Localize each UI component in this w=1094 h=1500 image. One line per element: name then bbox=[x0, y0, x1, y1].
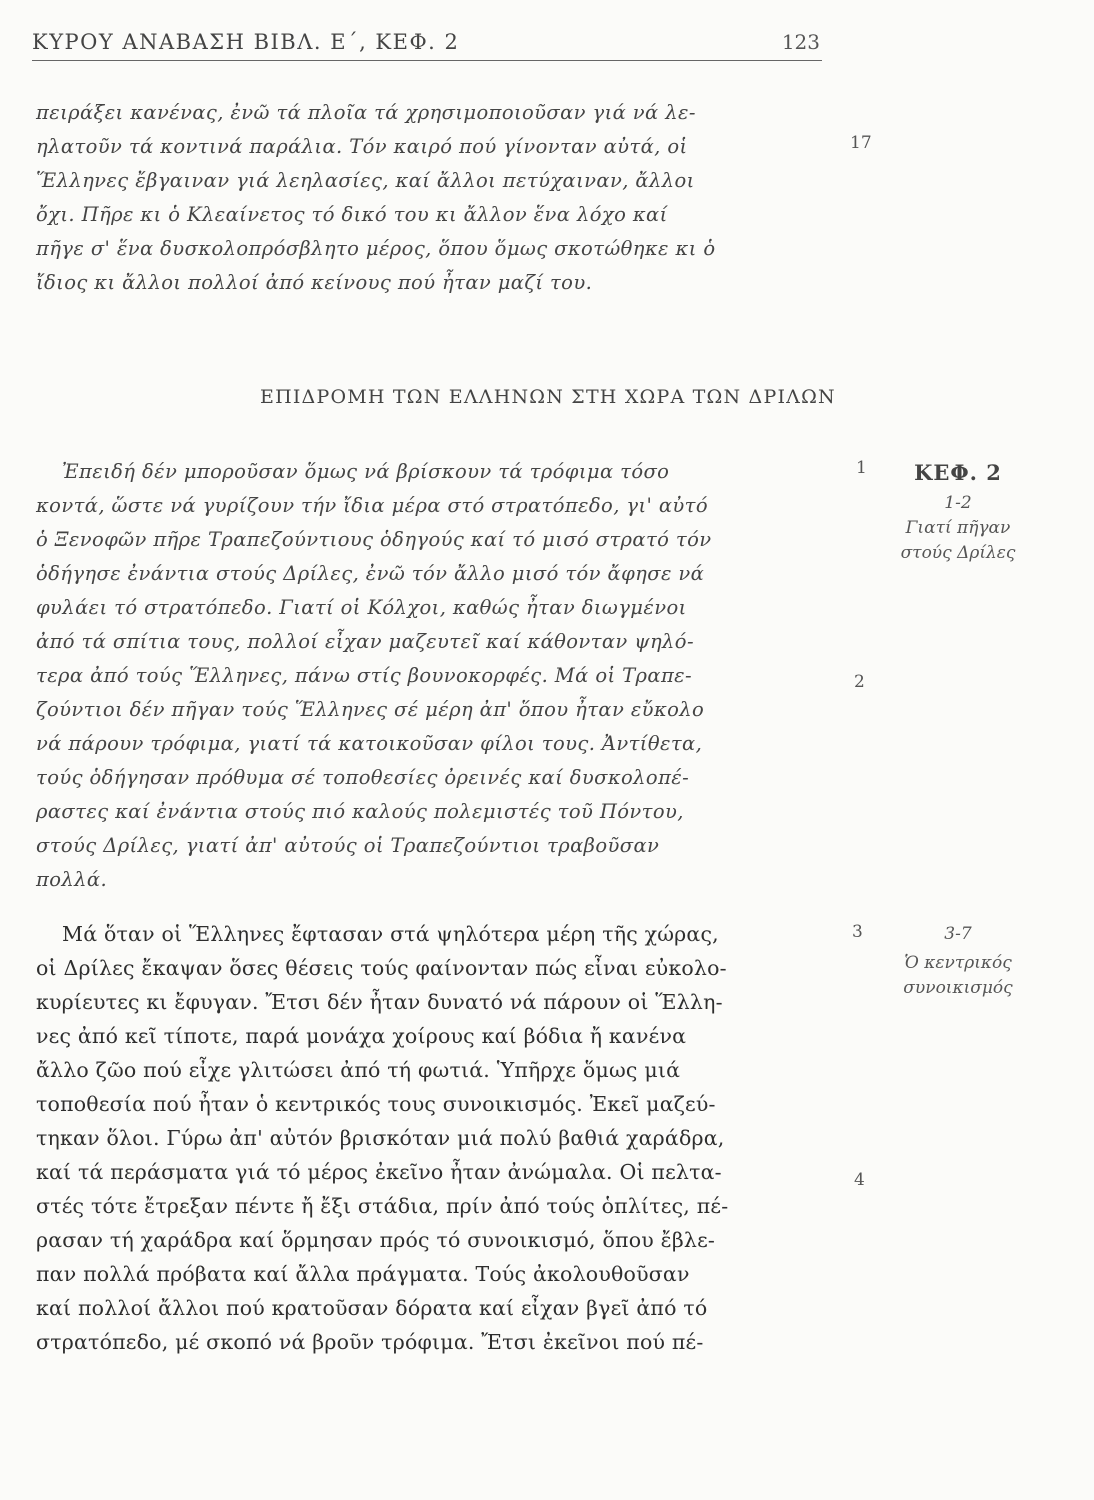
page-number: 123 bbox=[781, 30, 820, 54]
header-title: ΚΥΡΟΥ ΑΝΑΒΑΣΗ ΒΙΒΛ. Ε΄, ΚΕΦ. 2 bbox=[32, 30, 460, 54]
text-line: στρατόπεδο, μέ σκοπό νά βροῦν τρόφιμα. Ἔτσι ἐκεῖνοι πού πέ- bbox=[36, 1330, 704, 1354]
margin-note-section-3 bbox=[858, 922, 1058, 1001]
text-line: ὄχι. Πῆρε κι ὁ Κλεαίνετος τό δικό του κι ἄλλον ἕνα λόχο καί bbox=[36, 203, 668, 226]
section-number: 17 bbox=[850, 133, 872, 153]
text-line: στούς Δρίλες, γιατί ἀπ' αὐτούς οἱ Τραπεζούντιοι τραβοῦσαν bbox=[36, 834, 660, 857]
section-number: 1 bbox=[856, 458, 867, 478]
running-header bbox=[32, 26, 822, 61]
text-line: Ἕλληνες ἔβγαιναν γιά λεηλασίες, καί ἄλλοι πετύχαιναν, ἄλλοι bbox=[36, 169, 695, 192]
text-line: ρασαν τή χαράδρα καί ὅρμησαν πρός τό συνοικισμό, ὅπου ἔβλε- bbox=[36, 1228, 716, 1252]
text-line: κοντά, ὥστε νά γυρίζουν τήν ἴδια μέρα στό στρατόπεδο, γι' αὐτό bbox=[36, 494, 709, 517]
text-line: πειράξει κανένας, ἐνῶ τά πλοῖα τά χρησιμοποιοῦσαν γιά νά λε- bbox=[36, 101, 696, 124]
note-range: 3-7 bbox=[944, 924, 972, 944]
section-number: 4 bbox=[854, 1170, 865, 1190]
note-range: 1-2 bbox=[944, 493, 972, 513]
section-number: 2 bbox=[854, 672, 865, 692]
paragraph-two bbox=[36, 455, 836, 897]
note-text: στούς Δρίλες bbox=[900, 543, 1016, 563]
margin-note-chapter bbox=[858, 460, 1058, 566]
chapter-label: ΚΕΦ. 2 bbox=[914, 460, 1002, 485]
text-line: ραστες καί ἐνάντια στούς πιό καλούς πολεμιστές τοῦ Πόντου, bbox=[36, 800, 684, 823]
text-line: νες ἀπό κεῖ τίποτε, παρά μονάχα χοίρους καί βόδια ἤ κανένα bbox=[36, 1024, 687, 1048]
text-line: Ἐπειδή δέν μποροῦσαν ὅμως νά βρίσκουν τά τρόφιμα τόσο bbox=[62, 460, 670, 483]
text-line: τούς ὁδήγησαν πρόθυμα σέ τοποθεσίες ὀρεινές καί δυσκολοπέ- bbox=[36, 766, 690, 789]
note-text: Γιατί πῆγαν bbox=[905, 518, 1011, 538]
section-heading: ΕΠΙΔΡΟΜΗ ΤΩΝ ΕΛΛΗΝΩΝ ΣΤΗ ΧΩΡΑ ΤΩΝ ΔΡΙΛΩΝ bbox=[260, 386, 836, 408]
text-line: παν πολλά πρόβατα καί ἄλλα πράγματα. Τούς ἀκολουθοῦσαν bbox=[36, 1262, 690, 1286]
text-line: καί τά περάσματα γιά τό μέρος ἐκεῖνο ἦταν ἀνώμαλα. Οἱ πελτα- bbox=[36, 1160, 722, 1184]
text-line: ηλατοῦν τά κοντινά παράλια. Τόν καιρό πού γίνονταν αὐτά, οἱ bbox=[36, 135, 688, 158]
section-number: 3 bbox=[852, 922, 863, 942]
text-line: πῆγε σ' ἕνα δυσκολοπρόσβλητο μέρος, ὅπου ὅμως σκοτώθηκε κι ὁ bbox=[36, 237, 716, 260]
paragraph-three bbox=[36, 917, 836, 1359]
note-text: συνοικισμός bbox=[903, 978, 1013, 998]
text-line: Μά ὅταν οἱ Ἕλληνες ἔφτασαν στά ψηλότερα μέρη τῆς χώρας, bbox=[62, 922, 719, 946]
text-line: πολλά. bbox=[36, 868, 108, 891]
text-line: φυλάει τό στρατόπεδο. Γιατί οἱ Κόλχοι, καθώς ἦταν διωγμένοι bbox=[36, 596, 687, 619]
text-line: στές τότε ἔτρεξαν πέντε ἤ ἔξι στάδια, πρίν ἀπό τούς ὁπλίτες, πέ- bbox=[36, 1194, 729, 1218]
note-text: Ὁ κεντρικός bbox=[904, 953, 1012, 973]
text-line: νά πάρουν τρόφιμα, γιατί τά κατοικοῦσαν φίλοι τους. Ἀντίθετα, bbox=[36, 732, 703, 755]
text-line: τηκαν ὅλοι. Γύρω ἀπ' αὐτόν βρισκόταν μιά πολύ βαθιά χαράδρα, bbox=[36, 1126, 725, 1150]
text-line: ζούντιοι δέν πῆγαν τούς Ἕλληνες σέ μέρη ἀπ' ὅπου ἦταν εὔκολο bbox=[36, 698, 705, 721]
text-line: τοποθεσία πού ἦταν ὁ κεντρικός τους συνοικισμός. Ἐκεῖ μαζεύ- bbox=[36, 1092, 716, 1116]
text-line: τερα ἀπό τούς Ἕλληνες, πάνω στίς βουνοκορφές. Μά οἱ Τραπε- bbox=[36, 664, 693, 687]
text-line: κυρίευτες κι ἔφυγαν. Ἔτσι δέν ἦταν δυνατό νά πάρουν οἱ Ἕλλη- bbox=[36, 990, 723, 1014]
top-paragraph bbox=[36, 96, 836, 300]
text-line: καί πολλοί ἄλλοι πού κρατοῦσαν δόρατα καί εἶχαν βγεῖ ἀπό τό bbox=[36, 1296, 708, 1320]
text-line: οἱ Δρίλες ἔκαψαν ὅσες θέσεις τούς φαίνονταν πώς εἶναι εὐκολο- bbox=[36, 956, 727, 980]
text-line: ἴδιος κι ἄλλοι πολλοί ἀπό κείνους πού ἦταν μαζί του. bbox=[36, 271, 593, 294]
text-line: ὁ Ξενοφῶν πῆρε Τραπεζούντιους ὁδηγούς καί τό μισό στρατό τόν bbox=[36, 528, 712, 551]
text-line: ἄλλο ζῶο πού εἶχε γλιτώσει ἀπό τή φωτιά. Ὑπῆρχε ὅμως μιά bbox=[36, 1058, 681, 1082]
text-line: ἀπό τά σπίτια τους, πολλοί εἶχαν μαζευτεῖ καί κάθονταν ψηλό- bbox=[36, 630, 694, 653]
text-line: ὁδήγησε ἐνάντια στούς Δρίλες, ἐνῶ τόν ἄλλο μισό τόν ἄφησε νά bbox=[36, 562, 705, 585]
